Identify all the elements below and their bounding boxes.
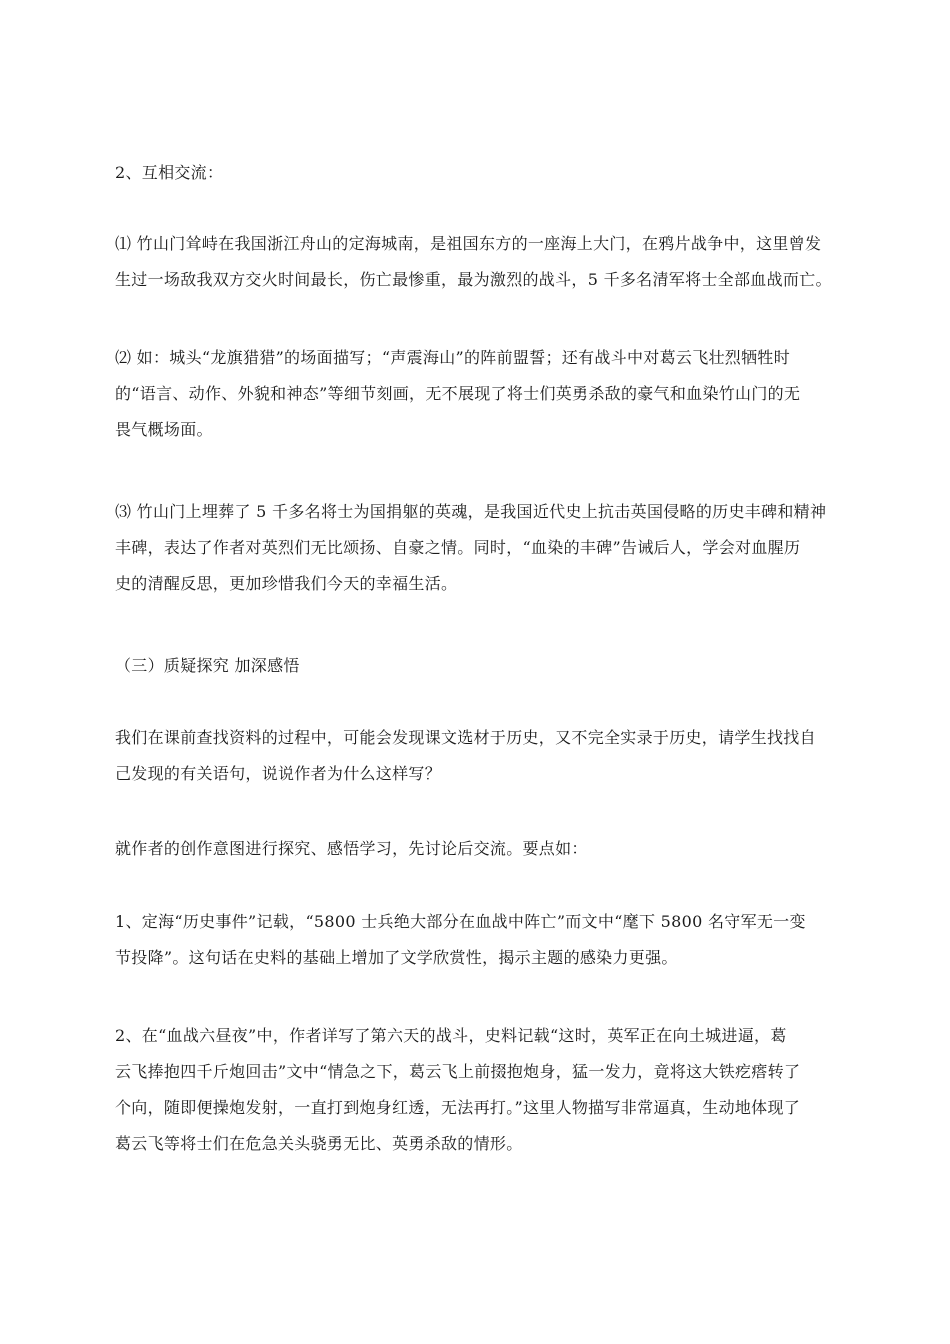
paragraph-5 xyxy=(115,831,837,867)
paragraph-3 xyxy=(115,494,837,602)
text-line: 1、定海“历史事件”记载，“5800 士兵绝大部分在血战中阵亡”而文中“麾下 5800 名守军无一变 xyxy=(115,912,806,931)
section-heading-text: 2、互相交流： xyxy=(115,163,224,182)
text-line: 的“语言、动作、外貌和神态”等细节刻画，无不展现了将士们英勇杀敌的豪气和血染竹山门的无 xyxy=(115,384,801,403)
subheading xyxy=(115,648,837,684)
section-heading xyxy=(115,155,837,191)
text-line: 丰碑，表达了作者对英烈们无比颂扬、自豪之情。同时，“血染的丰碑”告诫后人，学会对血腥历 xyxy=(115,538,801,557)
text-line: 生过一场敌我双方交火时间最长，伤亡最惨重，最为激烈的战斗，5 千多名清军将士全部血战而亡。 xyxy=(115,270,832,289)
text-line: 个向，随即便操炮发射，一直打到炮身红透，无法再打。”这里人物描写非常逼真，生动地体现了 xyxy=(115,1098,801,1117)
text-line: ⑵ 如：城头“龙旗猎猎”的场面描写；“声震海山”的阵前盟誓；还有战斗中对葛云飞壮烈牺牲时 xyxy=(115,348,791,367)
text-line: 史的清醒反思，更加珍惜我们今天的幸福生活。 xyxy=(115,574,458,593)
text-line: ⑶ 竹山门上埋葬了 5 千多名将士为国捐躯的英魂，是我国近代史上抗击英国侵略的历史丰碑和精神 xyxy=(115,502,827,521)
text-line: 节投降”。这句话在史料的基础上增加了文学欣赏性，揭示主题的感染力更强。 xyxy=(115,948,678,967)
text-line: 2、在“血战六昼夜”中，作者详写了第六天的战斗，史料记载“这时，英军正在向土城进逼，葛 xyxy=(115,1026,787,1045)
subheading-text: （三）质疑探究 加深感悟 xyxy=(115,656,300,675)
text-line: 就作者的创作意图进行探究、感悟学习，先讨论后交流。要点如： xyxy=(115,839,588,858)
paragraph-2 xyxy=(115,340,837,448)
text-line: 我们在课前查找资料的过程中，可能会发现课文选材于历史，又不完全实录于历史，请学生找找自 xyxy=(115,728,816,747)
paragraph-1 xyxy=(115,226,837,298)
text-line: 云飞捧抱四千斤炮回击”文中“情急之下，葛云飞上前掇抱炮身，猛一发力，竟将这大铁疙瘩转了 xyxy=(115,1062,801,1081)
paragraph-4 xyxy=(115,720,837,792)
text-line: 畏气概场面。 xyxy=(115,420,213,439)
text-line: ⑴ 竹山门耸峙在我国浙江舟山的定海城南，是祖国东方的一座海上大门，在鸦片战争中，这里曾发 xyxy=(115,234,822,253)
paragraph-6 xyxy=(115,904,837,976)
paragraph-7 xyxy=(115,1018,837,1162)
text-line: 己发现的有关语句，说说作者为什么这样写？ xyxy=(115,764,442,783)
text-line: 葛云飞等将士们在危急关头骁勇无比、英勇杀敌的情形。 xyxy=(115,1134,523,1153)
